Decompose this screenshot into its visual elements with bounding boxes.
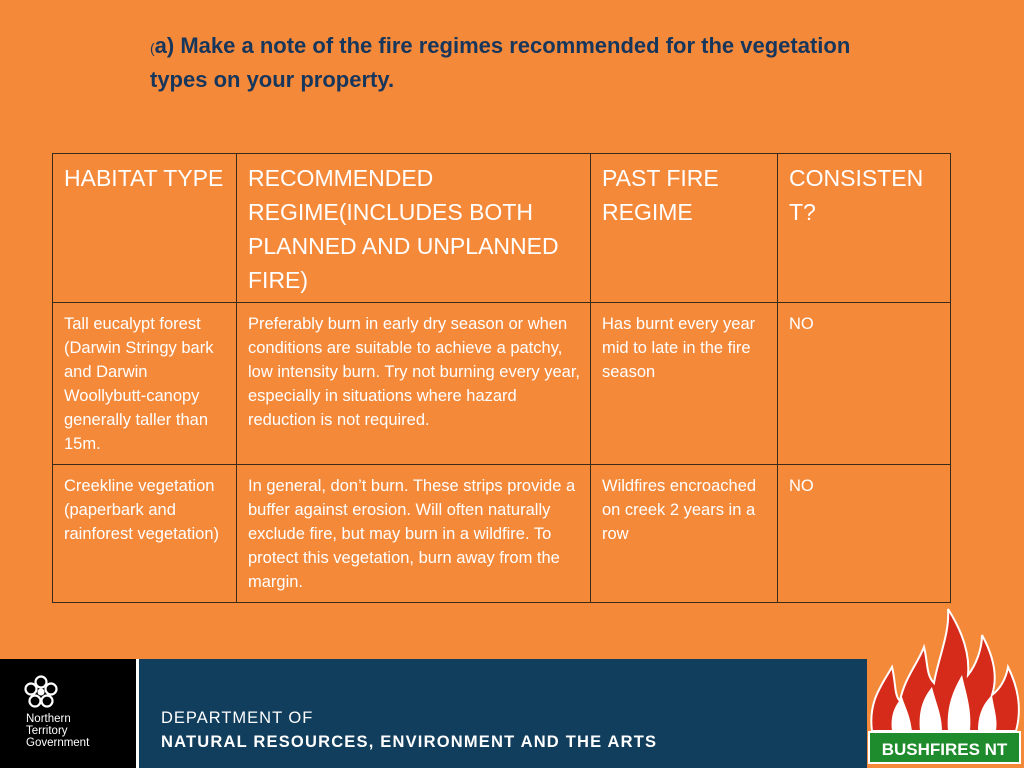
footer-banner — [0, 659, 867, 768]
cell-past: Wildfires encroached on creek 2 years in a row — [591, 465, 778, 603]
nt-government-name: Northern Territory Government — [26, 713, 90, 749]
cell-habitat: Creekline vegetation (paperbark and rainforest vegetation) — [53, 465, 237, 603]
desert-rose-icon — [23, 675, 59, 709]
table-row — [53, 465, 951, 603]
heading-text: a) Make a note of the fire regimes recommended for the vegetation types on your property. — [150, 33, 851, 92]
fire-regime-table — [52, 153, 951, 603]
table-row — [53, 303, 951, 465]
cell-recommended: In general, don’t burn. These strips provide a buffer against erosion. Will often naturally exclude fire, but may burn in a wildfire. To protect this vegetation, burn away from the margin. — [237, 465, 591, 603]
header-recommended-regime: RECOMMENDED REGIME(INCLUDES BOTH PLANNED AND UNPLANNED FIRE) — [237, 154, 591, 303]
cell-past: Has burnt every year mid to late in the fire season — [591, 303, 778, 465]
cell-habitat: Tall eucalypt forest (Darwin Stringy bark and Darwin Woollybutt-canopy generally taller than 15m. — [53, 303, 237, 465]
cell-consistent: NO — [778, 465, 951, 603]
header-consistent: CONSISTENT? — [778, 154, 951, 303]
slide-heading — [150, 30, 870, 95]
bushfires-nt-label: BUSHFIRES NT — [868, 731, 1021, 764]
header-habitat-type: HABITAT TYPE — [53, 154, 237, 303]
footer-divider — [136, 659, 139, 768]
cell-recommended: Preferably burn in early dry season or when conditions are suitable to achieve a patchy, low intensity burn. Try not burning every year, especially in situations where hazard reduction is not required. — [237, 303, 591, 465]
department-line-1: DEPARTMENT OF — [161, 709, 314, 727]
nt-government-logo — [0, 659, 136, 768]
header-past-fire-regime: PAST FIRE REGIME — [591, 154, 778, 303]
table-header-row — [53, 154, 951, 303]
cell-consistent: NO — [778, 303, 951, 465]
heading-prefix: ( — [150, 40, 155, 56]
department-line-2: NATURAL RESOURCES, ENVIRONMENT AND THE ARTS — [161, 733, 658, 751]
